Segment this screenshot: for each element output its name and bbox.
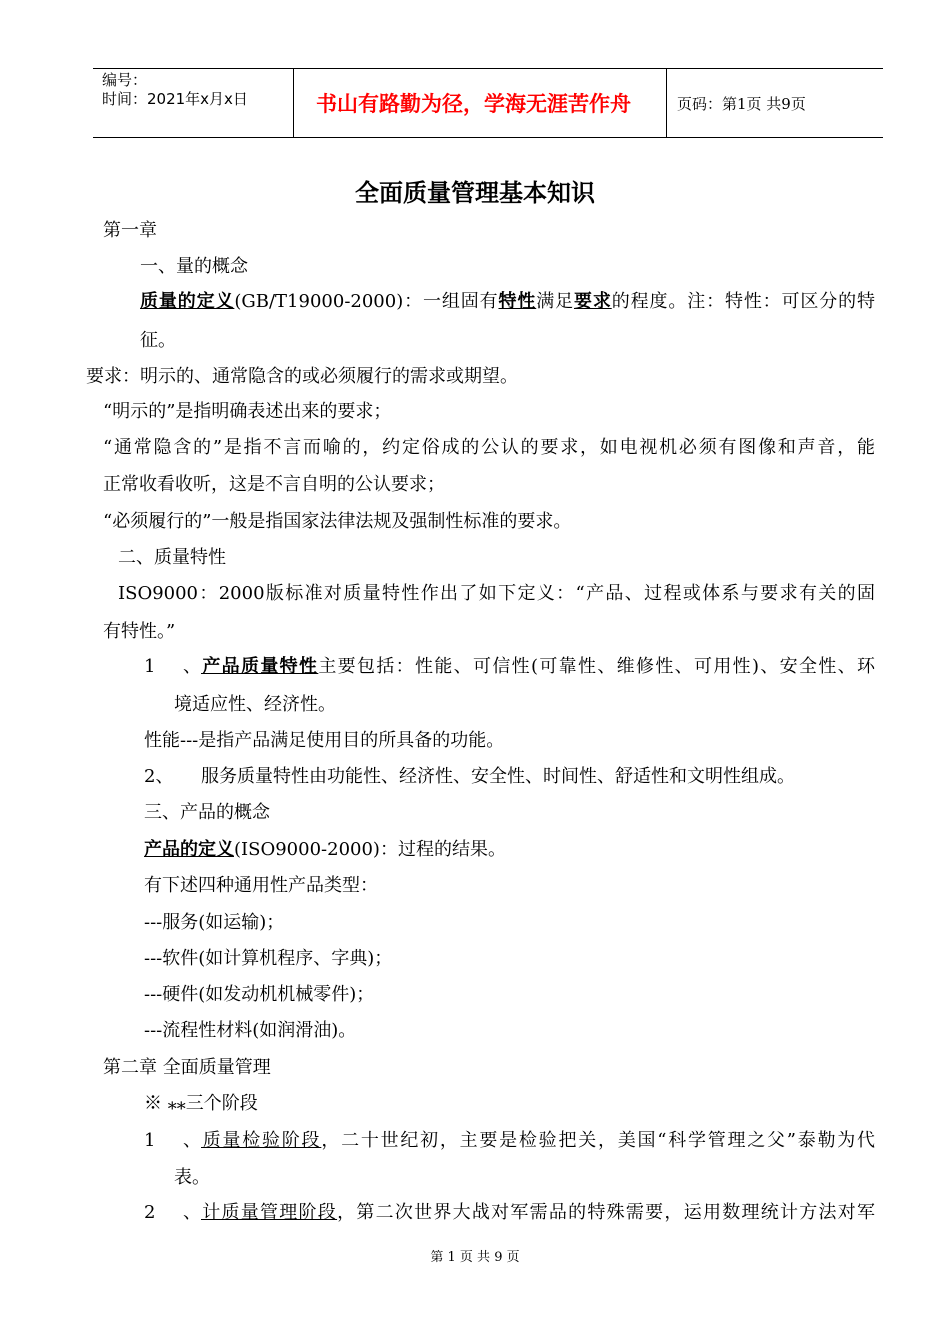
implied-line1: “通常隐含的”是指不言而喻的，约定俗成的公认的要求，如电视机必须有图像和声音，能: [103, 437, 875, 458]
quality-definition-term: 质量的定义: [140, 291, 235, 312]
inspection-stage-term: 质量检验阶段: [201, 1130, 322, 1151]
quality-definition-line2: 征。: [140, 330, 176, 351]
list-item-product-quality: [144, 655, 875, 679]
document-header: [93, 68, 883, 138]
list-item-service-quality: [144, 765, 795, 789]
statistical-stage-term: 计质量管理阶段: [201, 1202, 338, 1223]
iso-definition-line2: 有特性。”: [103, 621, 176, 642]
quality-definition-line1: [140, 290, 875, 314]
page-footer: 第 1 页 共 9 页: [430, 1250, 520, 1265]
product-type-material: ---流程性材料(如润滑油)。: [144, 1020, 357, 1041]
list-number: 1、: [144, 1130, 201, 1151]
product-type-hardware: ---硬件(如发动机机械零件)；: [144, 984, 375, 1005]
service-quality-text: 服务质量特性由功能性、经济性、安全性、时间性、舒适性和文明性组成。: [201, 766, 795, 787]
product-type-service: ---服务(如运输)；: [144, 912, 285, 933]
quality-definition-text-a: (GB/T19000-2000)：一组固有: [234, 291, 499, 312]
product-quality-term: 产品质量特性: [201, 656, 319, 677]
section-one-heading: 一、量的概念: [140, 256, 248, 277]
mandatory-line: “必须履行的”一般是指国家法律法规及强制性标准的要求。: [103, 511, 572, 532]
iso-definition-line1: ISO9000：2000版标准对质量特性作出了如下定义：“产品、过程或体系与要求有关的固: [118, 583, 875, 604]
list-number: 2、: [144, 1202, 201, 1223]
document-title: 全面质量管理基本知识: [355, 178, 595, 207]
product-definition-line: [144, 838, 506, 862]
inspection-stage-line2: 表。: [174, 1167, 210, 1188]
product-types-intro: 有下述四种通用性产品类型：: [144, 875, 378, 896]
header-motto-cell: [294, 69, 667, 137]
list-item-statistical-stage: [144, 1201, 875, 1225]
chapter-one-heading: 第一章: [103, 220, 157, 241]
requirement-term: 要求: [573, 291, 612, 312]
header-number-label: 编号：: [102, 71, 148, 89]
product-quality-text: 主要包括：性能、可信性(可靠性、维修性、可用性)、安全性、环: [318, 656, 875, 677]
section-two-heading: 二、质量特性: [118, 547, 226, 568]
statistical-stage-text: ，第二次世界大战对军需品的特殊需要，运用数理统计方法对军: [337, 1202, 876, 1223]
product-quality-line2: 境适应性、经济性。: [174, 694, 336, 715]
list-number: 1、: [144, 656, 201, 677]
product-definition-text: (ISO9000-2000)：过程的结果。: [234, 839, 506, 860]
product-type-software: ---软件(如计算机程序、字典)；: [144, 948, 393, 969]
explicit-line: “明示的”是指明确表述出来的要求；: [103, 401, 392, 422]
list-item-inspection-stage: [144, 1129, 875, 1153]
chapter-two-heading: 第二章 全面质量管理: [103, 1057, 271, 1078]
quality-definition-text-c: 的程度。注：特性：可区分的特: [611, 291, 876, 312]
header-motto: 书山有路勤为径，学海无涯苦作舟: [316, 91, 631, 116]
requirement-line: 要求：明示的、通常隐含的或必须履行的需求或期望。: [86, 366, 518, 387]
stages-heading: ※ ⁎⁎三个阶段: [144, 1093, 258, 1114]
header-page-cell: [667, 69, 883, 137]
performance-line: 性能---是指产品满足使用目的所具备的功能。: [144, 730, 505, 751]
inspection-stage-text: ，二十世纪初，主要是检验把关，美国“科学管理之父”泰勒为代: [321, 1130, 876, 1151]
header-time-label: 时间：2021年x月x日: [102, 90, 248, 108]
header-page-info: 页码：第1页 共9页: [677, 94, 806, 113]
header-meta-cell: [93, 69, 294, 137]
quality-definition-text-b: 满足: [536, 291, 574, 312]
product-definition-term: 产品的定义: [144, 839, 234, 860]
list-number: 2、: [144, 766, 174, 787]
characteristic-term: 特性: [498, 291, 537, 312]
implied-line2: 正常收看收听，这是不言自明的公认要求；: [103, 474, 445, 495]
section-three-heading: 三、产品的概念: [144, 802, 270, 823]
